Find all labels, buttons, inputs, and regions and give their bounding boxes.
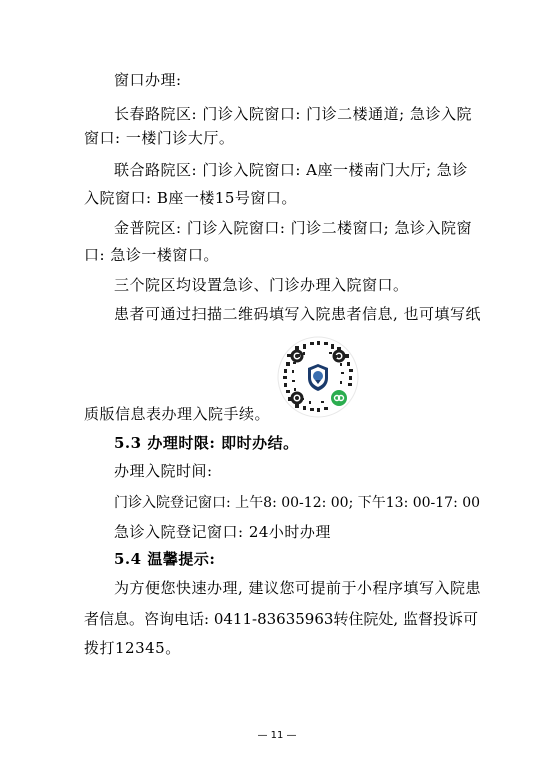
paragraph-line: 窗口: 一楼门诊大厅。	[84, 129, 235, 147]
paragraph-line: 急诊入院登记窗口: 24小时办理	[114, 523, 331, 541]
paragraph-line: 质版信息表办理入院手续。	[84, 405, 271, 423]
paragraph-line: 联合路院区: 门诊入院窗口: A座一楼南门大厅; 急诊	[114, 161, 468, 179]
page-number: — 11 —	[257, 730, 297, 741]
paragraph-line: 患者可通过扫描二维码填写入院患者信息, 也可填写纸	[114, 305, 482, 323]
section-heading: 5.3 办理时限: 即时办结。	[114, 434, 299, 452]
paragraph-line: 三个院区均设置急诊、门诊办理入院窗口。	[114, 276, 409, 294]
paragraph-line: 拨打12345。	[84, 639, 181, 657]
paragraph-line: 办理入院时间:	[114, 462, 213, 480]
paragraph-line: 为方便您快速办理, 建议您可提前于小程序填写入院患	[114, 579, 482, 597]
paragraph-line: 者信息。咨询电话: 0411-83635963转住院处, 监督投诉可	[84, 610, 478, 628]
paragraph-line: 入院窗口: B座一楼15号窗口。	[84, 189, 297, 207]
paragraph-line: 窗口办理:	[114, 71, 182, 89]
paragraph-line: 金普院区: 门诊入院窗口: 门诊二楼窗口; 急诊入院窗	[114, 219, 472, 237]
paragraph-line: 口: 急诊一楼窗口。	[84, 246, 219, 264]
paragraph-line: 门诊入院登记窗口: 上午8: 00-12: 00; 下午13: 00-17: 00	[114, 495, 481, 511]
section-heading: 5.4 温馨提示:	[114, 550, 216, 568]
paragraph-line: 长春路院区: 门诊入院窗口: 门诊二楼通道; 急诊入院	[114, 105, 472, 123]
